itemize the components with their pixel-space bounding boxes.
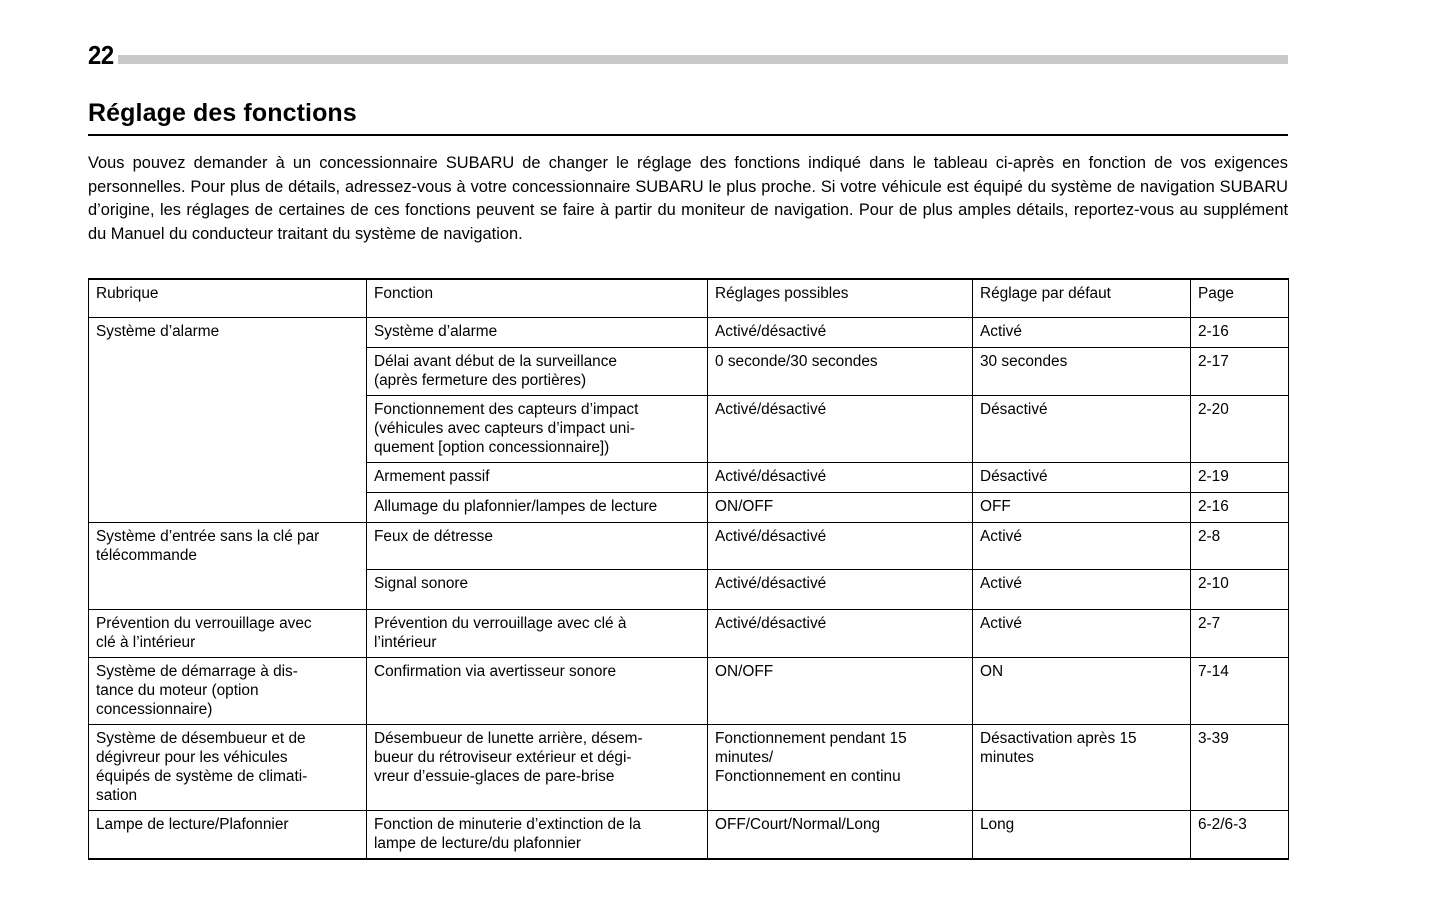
cell-rubrique xyxy=(89,725,367,811)
cell-line: vreur d’essuie-glaces de pare-brise xyxy=(374,768,615,785)
cell-line: Désactivé xyxy=(980,468,1048,485)
cell-line: Allumage du plafonnier/lampes de lecture xyxy=(374,498,658,515)
cell-line: Système d’alarme xyxy=(96,323,220,340)
cell-rubrique xyxy=(89,658,367,725)
cell-line: Activé/désactivé xyxy=(715,401,827,418)
header-rule xyxy=(118,55,1288,64)
cell-rubrique xyxy=(89,811,367,860)
cell-fonction xyxy=(367,658,708,725)
intro-paragraph: Vous pouvez demander à un concessionnaire SUBARU de changer le réglage des fonctions indiqué dans le tableau ci-après en fonction de vos exigences personnelles. Pour plus de détails, adressez-vous à votre concessionnaire SUBARU le plus proche. Si votre véhicule est équipé du système de navigation SUBARU d’origine, les réglages de certaines de ces fonctions peuvent se faire à partir du moniteur de navigation. Pour de plus amples détails, reportez-vous au supplément du Manuel du conducteur traitant du système de navigation. xyxy=(88,154,1288,243)
cell-line: 2-17 xyxy=(1198,353,1229,370)
cell-line: Fonctionnement pendant 15 xyxy=(715,730,907,747)
cell-rubrique xyxy=(89,523,367,610)
column-header-page: Page xyxy=(1191,279,1289,318)
settings-table-container xyxy=(88,278,1288,860)
cell-reglage-par-defaut xyxy=(973,811,1191,860)
cell-line: Délai avant début de la surveillance xyxy=(374,353,617,370)
cell-reglages-possibles xyxy=(708,570,973,610)
cell-line: ON/OFF xyxy=(715,663,774,680)
cell-reglages-possibles xyxy=(708,463,973,493)
cell-line: Activé xyxy=(980,528,1022,545)
page-number: 22 xyxy=(88,40,114,70)
cell-fonction xyxy=(367,463,708,493)
cell-line: Fonctionnement en continu xyxy=(715,768,901,785)
cell-reglage-par-defaut xyxy=(973,348,1191,396)
table-body xyxy=(89,318,1289,860)
cell-line: Activé xyxy=(980,615,1022,632)
cell-line: équipés de système de climati- xyxy=(96,768,308,785)
cell-reglages-possibles xyxy=(708,658,973,725)
cell-line: Armement passif xyxy=(374,468,490,485)
cell-line: Feux de détresse xyxy=(374,528,493,545)
table-row xyxy=(89,523,1289,570)
table-row xyxy=(89,318,1289,348)
cell-line: télécommande xyxy=(96,547,197,564)
cell-line: 2-20 xyxy=(1198,401,1229,418)
cell-page xyxy=(1191,523,1289,570)
cell-reglages-possibles xyxy=(708,493,973,523)
cell-line: 7-14 xyxy=(1198,663,1229,680)
cell-fonction xyxy=(367,725,708,811)
cell-line: Désactivation après 15 xyxy=(980,730,1137,747)
cell-reglages-possibles xyxy=(708,318,973,348)
cell-line: minutes/ xyxy=(715,749,774,766)
cell-line: Activé xyxy=(980,575,1022,592)
cell-line: 0 seconde/30 secondes xyxy=(715,353,878,370)
cell-reglage-par-defaut xyxy=(973,570,1191,610)
cell-fonction xyxy=(367,811,708,860)
column-header-reglage-par-defaut: Réglage par défaut xyxy=(973,279,1191,318)
cell-line: Prévention du verrouillage avec xyxy=(96,615,312,632)
cell-reglage-par-defaut xyxy=(973,493,1191,523)
cell-page xyxy=(1191,396,1289,463)
cell-page xyxy=(1191,725,1289,811)
column-header-fonction: Fonction xyxy=(367,279,708,318)
cell-line: 2-19 xyxy=(1198,468,1229,485)
cell-line: Système d’entrée sans la clé par xyxy=(96,528,320,545)
cell-line: Désactivé xyxy=(980,401,1048,418)
cell-line: Fonction de minuterie d’extinction de la xyxy=(374,816,641,833)
cell-reglage-par-defaut xyxy=(973,463,1191,493)
cell-reglage-par-defaut xyxy=(973,725,1191,811)
cell-line: Activé/désactivé xyxy=(715,323,827,340)
cell-page xyxy=(1191,811,1289,860)
cell-line: Confirmation via avertisseur sonore xyxy=(374,663,617,680)
cell-line: OFF xyxy=(980,498,1011,515)
cell-line: Prévention du verrouillage avec clé à xyxy=(374,615,627,632)
cell-line: Long xyxy=(980,816,1015,833)
column-header-reglages-possibles: Réglages possibles xyxy=(708,279,973,318)
cell-line: (après fermeture des portières) xyxy=(374,372,587,389)
cell-fonction xyxy=(367,610,708,658)
cell-reglage-par-defaut xyxy=(973,523,1191,570)
cell-line: 6-2/6-3 xyxy=(1198,816,1247,833)
cell-reglages-possibles xyxy=(708,610,973,658)
cell-line: Activé/désactivé xyxy=(715,615,827,632)
cell-line: Signal sonore xyxy=(374,575,469,592)
cell-line: bueur du rétroviseur extérieur et dégi- xyxy=(374,749,632,766)
cell-line: 3-39 xyxy=(1198,730,1229,747)
cell-line: Lampe de lecture/Plafonnier xyxy=(96,816,289,833)
cell-reglage-par-defaut xyxy=(973,658,1191,725)
cell-reglage-par-defaut xyxy=(973,396,1191,463)
table-header-row xyxy=(89,279,1289,318)
cell-line: l’intérieur xyxy=(374,634,437,651)
cell-reglage-par-defaut xyxy=(973,318,1191,348)
page-title: Réglage des fonctions xyxy=(88,99,357,127)
cell-line: Désembueur de lunette arrière, désem- xyxy=(374,730,643,747)
cell-line: (véhicules avec capteurs d’impact uni- xyxy=(374,420,635,437)
table-row xyxy=(89,811,1289,860)
cell-page xyxy=(1191,348,1289,396)
cell-reglages-possibles xyxy=(708,811,973,860)
cell-line: lampe de lecture/du plafonnier xyxy=(374,835,582,852)
cell-rubrique xyxy=(89,318,367,523)
table-row xyxy=(89,658,1289,725)
cell-fonction xyxy=(367,523,708,570)
cell-line: dégivreur pour les véhicules xyxy=(96,749,288,766)
cell-line: 2-10 xyxy=(1198,575,1229,592)
cell-fonction xyxy=(367,396,708,463)
cell-line: tance du moteur (option xyxy=(96,682,259,699)
cell-line: minutes xyxy=(980,749,1034,766)
page-header xyxy=(88,28,1288,68)
cell-line: sation xyxy=(96,787,138,804)
cell-line: Activé/désactivé xyxy=(715,575,827,592)
table-row xyxy=(89,610,1289,658)
cell-line: Activé/désactivé xyxy=(715,528,827,545)
cell-rubrique xyxy=(89,610,367,658)
cell-fonction xyxy=(367,348,708,396)
cell-line: Activé/désactivé xyxy=(715,468,827,485)
cell-page xyxy=(1191,610,1289,658)
cell-page xyxy=(1191,570,1289,610)
cell-line: OFF/Court/Normal/Long xyxy=(715,816,881,833)
cell-page xyxy=(1191,493,1289,523)
cell-fonction xyxy=(367,318,708,348)
cell-line: ON/OFF xyxy=(715,498,774,515)
cell-line: Fonctionnement des capteurs d’impact xyxy=(374,401,639,418)
column-header-rubrique: Rubrique xyxy=(89,279,367,318)
cell-line: Activé xyxy=(980,323,1022,340)
settings-table xyxy=(88,278,1289,860)
cell-page xyxy=(1191,463,1289,493)
table-row xyxy=(89,725,1289,811)
cell-fonction xyxy=(367,493,708,523)
cell-page xyxy=(1191,658,1289,725)
cell-reglages-possibles xyxy=(708,725,973,811)
cell-line: 2-8 xyxy=(1198,528,1221,545)
section-heading xyxy=(88,100,1288,136)
cell-reglages-possibles xyxy=(708,396,973,463)
cell-reglages-possibles xyxy=(708,523,973,570)
cell-line: quement [option concessionnaire]) xyxy=(374,439,610,456)
cell-line: ON xyxy=(980,663,1004,680)
table-header xyxy=(89,279,1289,318)
cell-line: 2-16 xyxy=(1198,323,1229,340)
cell-line: Système de désembueur et de xyxy=(96,730,306,747)
cell-line: Système de démarrage à dis- xyxy=(96,663,298,680)
heading-underline xyxy=(88,134,1288,136)
cell-fonction xyxy=(367,570,708,610)
cell-reglages-possibles xyxy=(708,348,973,396)
cell-page xyxy=(1191,318,1289,348)
cell-line: 2-7 xyxy=(1198,615,1221,632)
cell-reglage-par-defaut xyxy=(973,610,1191,658)
cell-line: Système d’alarme xyxy=(374,323,498,340)
cell-line: concessionnaire) xyxy=(96,701,213,718)
cell-line: 2-16 xyxy=(1198,498,1229,515)
cell-line: 30 secondes xyxy=(980,353,1068,370)
cell-line: clé à l’intérieur xyxy=(96,634,196,651)
intro-text xyxy=(88,152,1288,246)
